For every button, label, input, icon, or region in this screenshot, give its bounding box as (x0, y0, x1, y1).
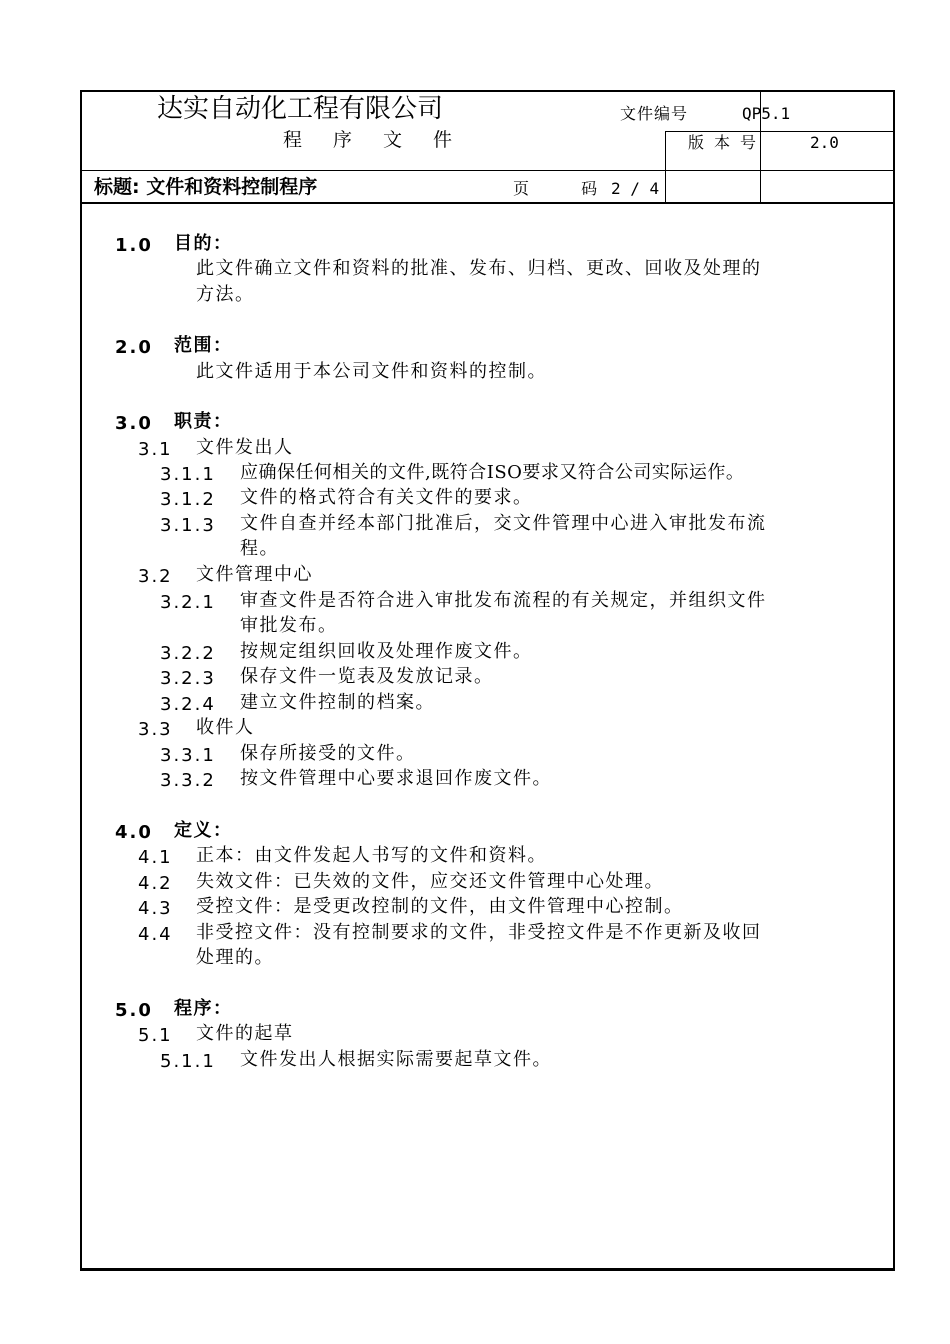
version-label: 版本号 (688, 133, 767, 152)
item-text: 保存文件一览表及发放记录。 (240, 666, 494, 687)
paragraph-line: 此文件确立文件和资料的批准、发布、归档、更改、回收及处理的 (196, 258, 762, 279)
item-text: 程。 (240, 538, 279, 559)
item-number: 5.1.1 (160, 1051, 216, 1072)
item-text: 文件自查并经本部门批准后，交文件管理中心进入审批发布流 (240, 513, 767, 534)
item-number: 3.1 (138, 439, 173, 460)
item-text: 按规定组织回收及处理作废文件。 (240, 641, 533, 662)
item-text: 文件发出人根据实际需要起草文件。 (240, 1049, 552, 1070)
item-number: 3.1.2 (160, 489, 216, 510)
item-text: 文件发出人 (196, 437, 294, 458)
header-divider (665, 131, 666, 202)
doc-no: QP5.1 (742, 104, 791, 123)
item-text: 建立文件控制的档案。 (240, 692, 435, 713)
section-heading: 职责： (174, 411, 233, 432)
paragraph-line: 方法。 (196, 284, 255, 305)
header-divider (80, 170, 895, 171)
item-text: 处理的。 (196, 947, 274, 968)
item-number: 4.2 (138, 873, 173, 894)
item-number: 3.1.1 (160, 464, 216, 485)
item-number: 3.3.2 (160, 770, 216, 791)
item-number: 4.4 (138, 924, 173, 945)
item-text: 应确保任何相关的文件,既符合ISO要求又符合公司实际运作。 (240, 462, 745, 483)
item-number: 4.3 (138, 898, 173, 919)
item-text: 审查文件是否符合进入审批发布流程的有关规定，并组织文件 (240, 590, 767, 611)
company-name: 达实自动化工程有限公司 (157, 94, 444, 124)
section-number: 5.0 (115, 1000, 153, 1021)
section-heading: 程序： (174, 998, 233, 1019)
header-divider (665, 131, 895, 132)
page-label: 页 码 (513, 179, 612, 198)
item-number: 5.1 (138, 1025, 173, 1046)
item-number: 3.1.3 (160, 515, 216, 536)
paragraph-line: 此文件适用于本公司文件和资料的控制。 (196, 361, 547, 382)
item-number: 3.3.1 (160, 745, 216, 766)
section-heading: 目的： (174, 233, 233, 254)
doc-type: 程序文件 (283, 129, 484, 151)
item-number: 3.2.3 (160, 668, 216, 689)
item-number: 3.2 (138, 566, 173, 587)
item-text: 文件管理中心 (196, 564, 313, 585)
section-number: 4.0 (115, 822, 153, 843)
section-number: 1.0 (115, 235, 153, 256)
item-text: 受控文件：是受更改控制的文件，由文件管理中心控制。 (196, 896, 684, 917)
item-text: 审批发布。 (240, 615, 338, 636)
header-divider (80, 202, 895, 204)
item-text: 收件人 (196, 717, 255, 738)
section-number: 2.0 (115, 337, 153, 358)
item-text: 保存所接受的文件。 (240, 743, 416, 764)
item-text: 文件的起草 (196, 1023, 294, 1044)
item-number: 3.2.2 (160, 643, 216, 664)
item-text: 正本：由文件发起人书写的文件和资料。 (196, 845, 547, 866)
section-number: 3.0 (115, 413, 153, 434)
item-number: 3.3 (138, 719, 173, 740)
item-text: 非受控文件：没有控制要求的文件，非受控文件是不作更新及收回 (196, 922, 762, 943)
item-text: 文件的格式符合有关文件的要求。 (240, 487, 533, 508)
section-heading: 定义： (174, 820, 233, 841)
section-heading: 范围： (174, 335, 233, 356)
item-number: 3.2.1 (160, 592, 216, 613)
item-text: 失效文件：已失效的文件，应交还文件管理中心处理。 (196, 871, 664, 892)
item-text: 按文件管理中心要求退回作废文件。 (240, 768, 552, 789)
item-number: 3.2.4 (160, 694, 216, 715)
document-title: 标题: 文件和资料控制程序 (94, 176, 318, 198)
doc-no-label: 文件编号 (620, 104, 689, 123)
version: 2.0 (810, 133, 839, 152)
page-number: 2 / 4 (611, 179, 660, 198)
item-number: 4.1 (138, 847, 173, 868)
